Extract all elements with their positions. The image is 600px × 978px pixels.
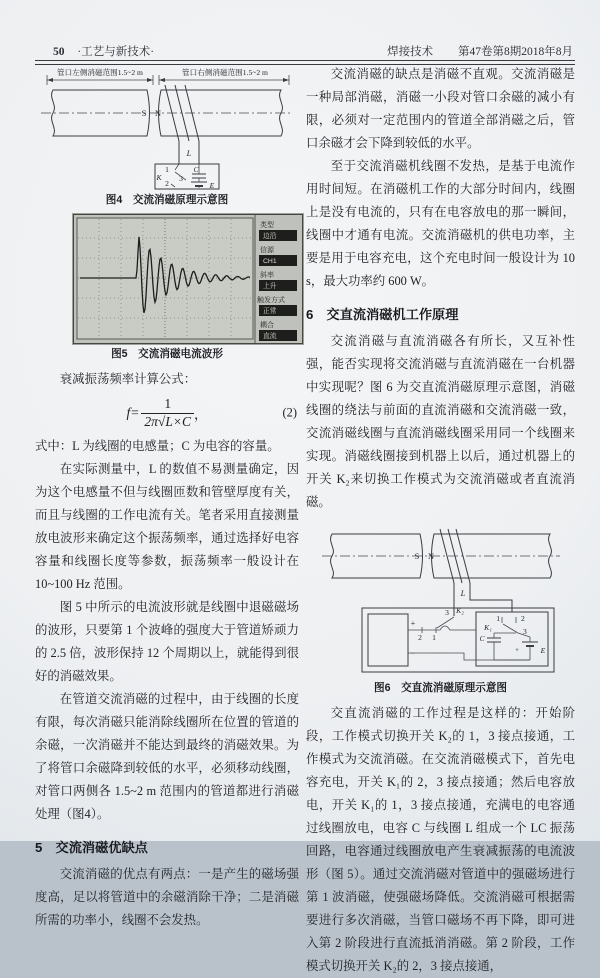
fig6-cap-label: C	[479, 634, 485, 643]
page-number: 50	[53, 46, 65, 58]
fig6-pole-s: S	[414, 552, 420, 561]
equation-number: (2)	[282, 405, 297, 420]
fig4-contact-1: 1	[165, 165, 169, 174]
fig4-contact-3: 3	[179, 174, 183, 183]
journal-title: 焊接技术	[387, 46, 434, 58]
fig6-k1-contact-1: 1	[496, 614, 500, 623]
scope-menu-label: 触发方式	[257, 297, 285, 304]
fig4-batt-label: E	[209, 181, 215, 190]
fig6-k2-contact-1: 1	[432, 633, 436, 642]
fig6-ac-box	[476, 612, 548, 666]
left-paragraph-4: 交流消磁的优点有两点：一是产生的磁场强度高，足以将管道中的余磁消除干净；二是消磁所需的功率小，线圈不会发热。	[35, 866, 299, 927]
formula-intro: 衰减振荡频率计算公式：	[59, 372, 197, 386]
fig4-diagram	[35, 66, 299, 190]
section-5-heading: 5 交流消磁优缺点	[35, 839, 148, 855]
fig6-k2-label: K₂	[456, 606, 464, 615]
fig4-caption: 图4 交流消磁原理示意图	[105, 194, 229, 206]
scope-menu-value: 正常	[263, 308, 277, 315]
fig6-batt-plus: +	[514, 645, 520, 654]
fig6-k2-contact-3: 3	[445, 608, 449, 617]
left-paragraph-2: 图 5 中所示的电流波形就是线圈中退磁磁场的波形，只要第 1 个波峰的强度大于管道矫顽力的 2.5 倍，波形保持 12 个周期以上，就能得到很好的消磁效果。	[35, 599, 299, 683]
formula-comma: ，	[193, 407, 208, 423]
scope-menu-value: 上升	[263, 283, 277, 290]
scope-menu	[257, 220, 297, 341]
right-paragraph-1: 交流消磁的缺点是消磁不直观。交流消磁是一种局部消磁，消磁一小段对管口余磁的减小有限，必须对一定范围内的管道全部消磁之后，管口余磁才会下降到较低的水平。	[306, 67, 575, 150]
left-paragraph-1: 在实际测量中，L 的数值不易测量确定，因为这个电感量不但与线圈匝数和管壁厚度有关，而且与线圈的工作电流有关。笔者采用直接测量放电波形来确定这个振荡频率，通过选择好电容容量和线圈长度等参数，振荡频率一般设计在 10~100 Hz 范围。	[35, 461, 299, 591]
fig4-coil-label: L	[186, 149, 192, 158]
scope-menu-label: 类型	[260, 222, 274, 229]
issue-info: 第47卷第8期2018年8月	[458, 46, 573, 58]
fig6-caption: 图6 交直流消磁原理示意图	[373, 682, 508, 694]
section-6-heading: 6 交直流消磁机工作原理	[306, 307, 459, 322]
fig6-diagram	[316, 520, 566, 678]
scope-menu-value: 边沿	[263, 233, 277, 240]
formula-lhs: f=	[126, 405, 140, 421]
fig6-plus: +	[410, 619, 416, 628]
fig6-power-box	[368, 614, 408, 666]
fig6-k1-contact-3: 3	[523, 627, 527, 636]
fig6-pole-n: N	[427, 552, 435, 561]
left-paragraph-3: 在管道交流消磁的过程中，由于线圈的长度有限，每次消磁只能消除线圈所在位置的管道的余磁，一次消磁并不能达到最终的消磁效果。为了将管口余磁降到较低的水平，必须移动线圈，对管口两侧各 1.5~2 m 范围内的管道都进行消磁处理（图4）。	[35, 691, 299, 821]
fig6-minus: −	[410, 649, 416, 658]
fig6-k2-contact-2: 2	[418, 633, 422, 642]
header-left	[53, 43, 154, 59]
header-right	[387, 43, 573, 59]
page-header	[35, 43, 575, 59]
fig4-switch-label: K	[156, 173, 162, 182]
fig4-cap-label: C	[193, 165, 199, 174]
right-paragraph-2: 至于交流消磁机线圈不发热，是基于电流作用时间短。在消磁机工作的大部分时间内，线圈上是没有电流的，只有在电容放电的那一瞬间，线圈中才通有电流。交流消磁机的供电功率，主要是用于电容充电，这个充电时间一般设计为 10 s，最大功率约 600 W。	[306, 159, 575, 288]
fig6-coil-label: L	[460, 589, 466, 598]
right-paragraph-4: 交直流消磁的工作过程是这样的：开始阶段，工作模式切换开关 K₂的 1，3 接点接通，工作模式为交流消磁。在交流消磁模式下，首先电容充电，开关 K₁的 2，3 接点接通；然后电容放电，开关 K₁的 1，3 接点接通，充满电的电容通过线圈放电，电容 C 与线圈 L 组成一个 LC 振荡回路，电容通过线圈放电产生衰减振荡的电流波形（图 5）。通过交流消磁对管道中的强磁场进行第 1 波消磁，使强磁场降低。交流消磁可根据需要进行多次消磁，当管口磁场不再下降，即可进入第 2 阶段进行直流抵消消磁。第 2 阶段，工作模式切换开关 K₂的 2，3 接点接通，	[306, 706, 575, 973]
fig6-k1-contact-2: 2	[521, 614, 525, 623]
scope-menu-label: 耦合	[260, 322, 274, 329]
left-column	[35, 66, 299, 932]
formula-radicand: L×C	[165, 413, 191, 429]
scope-menu-label: 斜率	[260, 272, 274, 279]
fig5-photo	[73, 214, 303, 344]
fig4-dim-left-label: 管口左侧消磁范围1.5~2 m	[57, 68, 143, 77]
scope-menu-value: 直流	[263, 333, 277, 340]
formula-note: 式中：L 为线圈的电感量；C 为电容的容量。	[35, 438, 280, 453]
fig4-pole-s: S	[141, 109, 147, 118]
formula-numerator: 1	[164, 396, 172, 411]
sqrt-sign: √	[157, 413, 166, 429]
fig4-contact-2: 2	[165, 179, 169, 188]
formula-2	[35, 396, 299, 431]
fig5-caption: 图5 交流消磁电流波形	[111, 348, 223, 360]
fig4-dim-right-label: 管口右侧消磁范围1.5~2 m	[182, 68, 268, 77]
formula-den-pre: 2π	[144, 413, 158, 429]
scope-menu-value: CH1	[263, 258, 277, 265]
section-title: ·工艺与新技术·	[77, 46, 155, 58]
fig6-batt-label: E	[540, 646, 546, 655]
fig4-pole-n: N	[154, 109, 162, 118]
right-paragraph-3: 交流消磁与直流消磁各有所长，又互补性强，能否实现将交流消磁与直流消磁在一台机器中实现呢？图 6 为交直流消磁原理示意图，消磁线圈的绕法与前面的直流消磁和交流消磁一致，交流消磁线圈与直流消磁线圈采用同一个线圈来实现。消磁线圈接到机器上以后，通过机器上的开关 K₂来切换工作模式为交流消磁或者直流消磁。	[306, 334, 575, 509]
scope-menu-label: 信源	[260, 247, 274, 254]
fig6-k1-label: K₁	[484, 623, 492, 632]
